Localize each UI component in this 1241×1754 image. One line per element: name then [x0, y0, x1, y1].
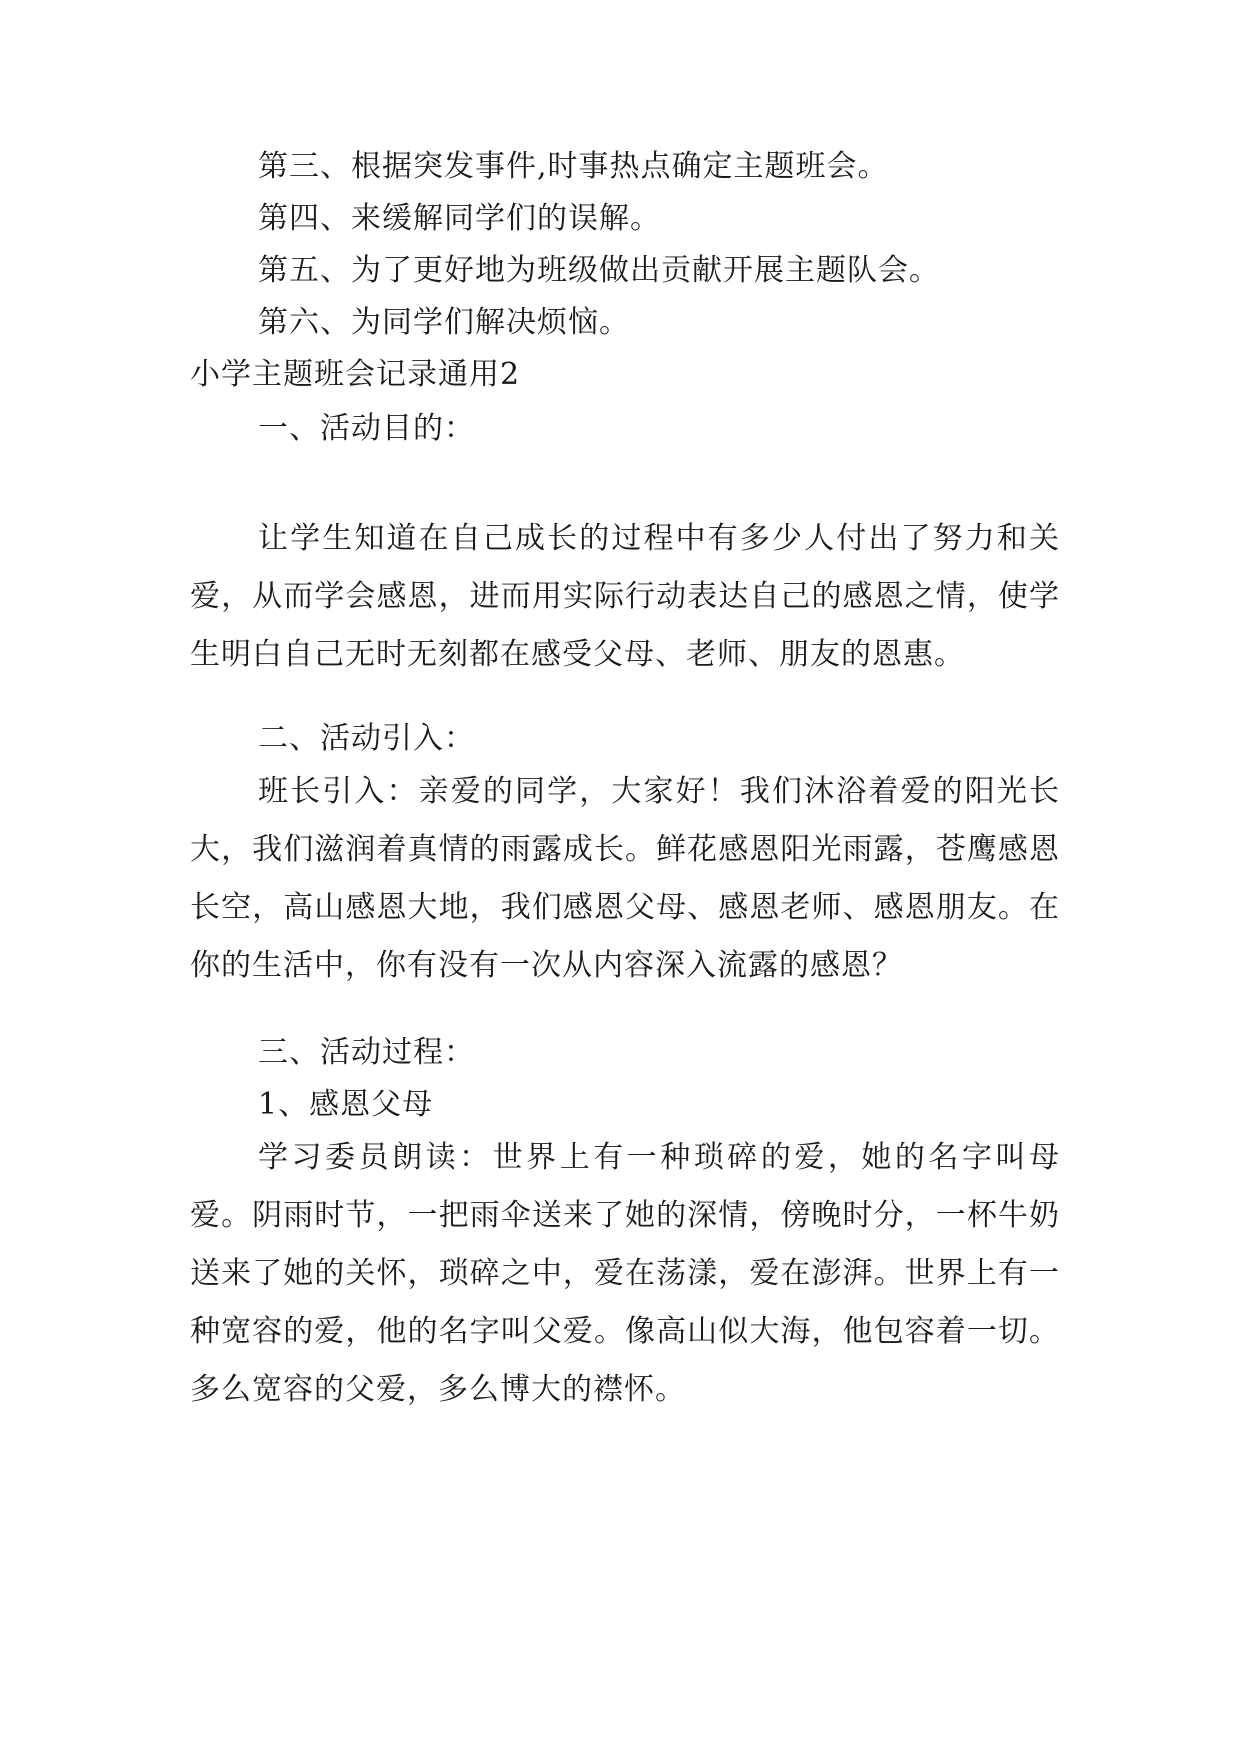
list-item-5: 第五、为了更好地为班级做出贡献开展主题队会。	[258, 253, 940, 288]
paragraph-activity-purpose: 让学生知道在自己成长的过程中有多少人付出了努力和关爱，从而学会感恩，进而用实际行动表达自己的感恩之情，使学生明白自己无时无刻都在感受父母、老师、朋友的恩惠。	[190, 521, 1060, 672]
paragraph-activity-intro: 班长引入：亲爱的同学，大家好！我们沐浴着爱的阳光长大，我们滋润着真情的雨露成长。鲜花感恩阳光雨露，苍鹰感恩长空，高山感恩大地，我们感恩父母、感恩老师、感恩朋友。在你的生活中，你有没有一次从内容深入流露的感恩？	[190, 774, 1060, 983]
section-title: 小学主题班会记录通用2	[190, 357, 521, 392]
list-item-3: 第三、根据突发事件,时事热点确定主题班会。	[258, 149, 889, 184]
list-item-6: 第六、为同学们解决烦恼。	[258, 305, 630, 340]
heading-activity-intro: 二、活动引入：	[258, 721, 475, 756]
paragraph-thank-parents: 学习委员朗读：世界上有一种琐碎的爱，她的名字叫母爱。阴雨时节，一把雨伞送来了她的深情，傍晚时分，一杯牛奶送来了她的关怀，琐碎之中，爱在荡漾，爱在澎湃。世界上有一种宽容的爱，他的名字叫父爱。像高山似大海，他包容着一切。多么宽容的父爱，多么博大的襟怀。	[190, 1140, 1060, 1407]
list-item-4: 第四、来缓解同学们的误解。	[258, 201, 661, 236]
heading-activity-process: 三、活动过程：	[258, 1035, 475, 1070]
heading-activity-purpose: 一、活动目的：	[258, 411, 475, 446]
subheading-thank-parents: 1、感恩父母	[258, 1087, 434, 1122]
